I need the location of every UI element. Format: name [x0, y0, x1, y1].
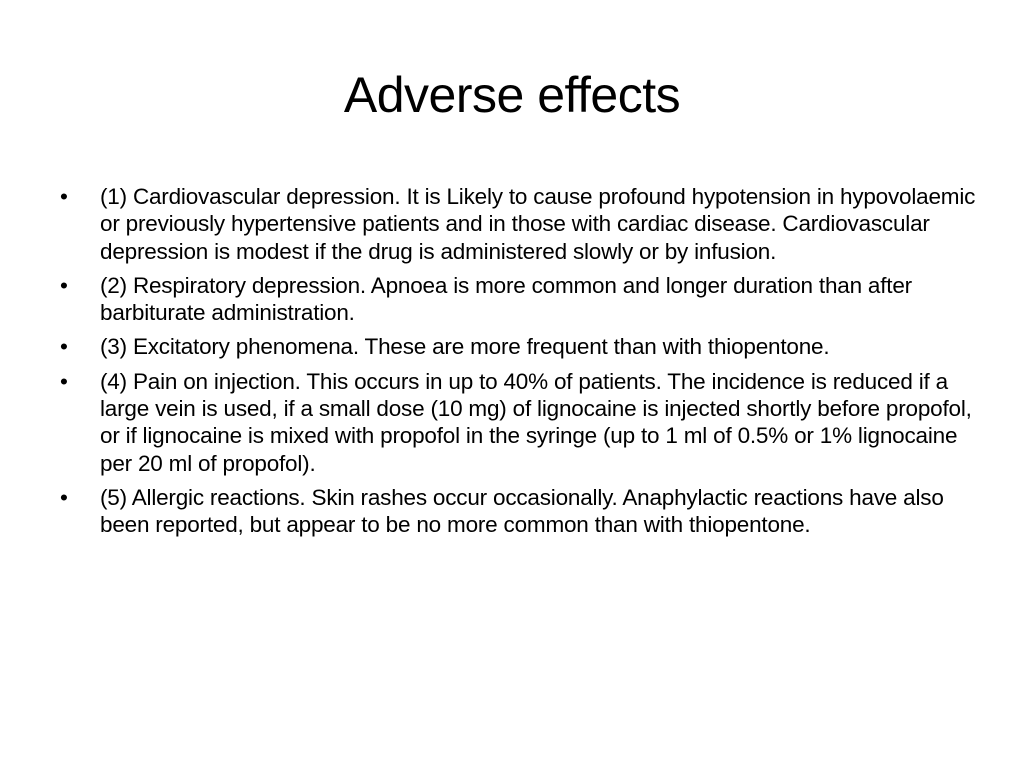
bullet-icon: •: [60, 184, 68, 209]
bullet-text: (2) Respiratory depression. Apnoea is more common and longer duration than after barbiturate administration.: [100, 272, 912, 326]
bullet-icon: •: [60, 272, 68, 298]
bullet-text: (1) Cardiovascular depression. It is Likely to cause profound hypotension in hypovolaemic or previously hypertensive patients and in those with cardiac disease. Cardiovascular depression is modest if the drug is administered slowly or by infusion.: [100, 184, 976, 264]
list-item: [60, 333, 980, 360]
list-item: [60, 183, 980, 265]
slide-title: Adverse effects: [343, 67, 681, 123]
bullet-text: (5) Allergic reactions. Skin rashes occur occasionally. Anaphylactic reactions have also been reported, but appear to be no more common than with thiopentone.: [100, 484, 944, 538]
list-item: [60, 368, 980, 477]
bullet-icon: •: [60, 484, 68, 510]
bullet-list: [60, 183, 980, 546]
bullet-icon: •: [60, 368, 68, 394]
list-item: [60, 272, 980, 327]
bullet-text: (4) Pain on injection. This occurs in up to 40% of patients. The incidence is reduced if a large vein is used, if a small dose (10 mg) of lignocaine is injected shortly before propofol, or if lignocaine is mixed with propofol in the syringe (up to 1 ml of 0.5% or 1% lignocaine per 20 ml of propofol).: [100, 368, 972, 476]
bullet-text: (3) Excitatory phenomena. These are more frequent than with thiopentone.: [100, 334, 830, 360]
bullet-icon: •: [60, 334, 68, 360]
list-item: [60, 484, 980, 539]
